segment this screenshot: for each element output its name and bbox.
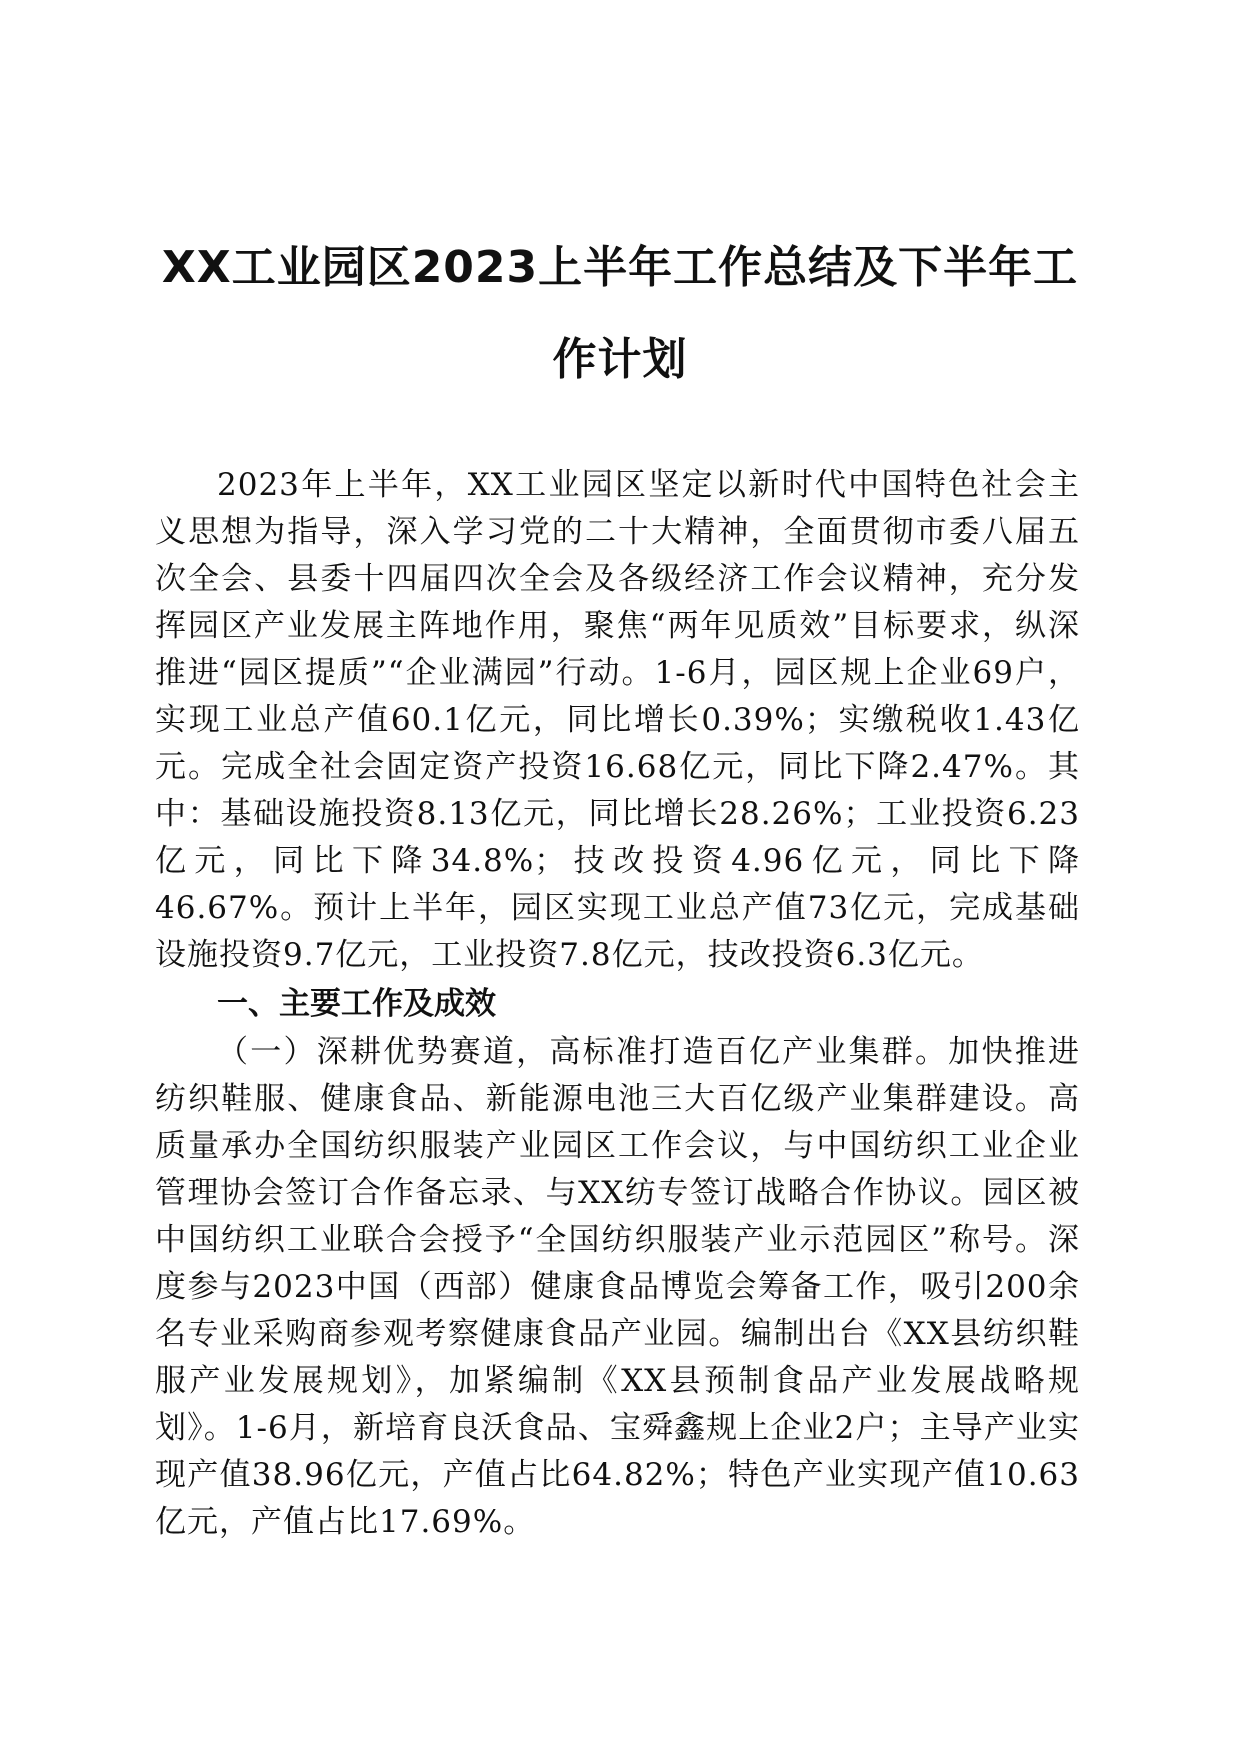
document-body <box>155 462 1080 1546</box>
document-title: XX工业园区2023上半年工作总结及下半年工作计划 <box>161 242 1079 385</box>
intro-paragraph: 2023年上半年，XX工业园区坚定以新时代中国特色社会主义思想为指导，深入学习党的二十大精神，全面贯彻市委八届五次全会、县委十四届四次全会及各级经济工作会议精神，充分发挥园区产业发展主阵地作用，聚焦“两年见质效”目标要求，纵深推进“园区提质”“企业满园”行动。1-6月，园区规上企业69户，实现工业总产值60.1亿元，同比增长0.39%；实缴税收1.43亿元。完成全社会固定资产投资16.68亿元，同比下降2.47%。其中：基础设施投资8.13亿元，同比增长28.26%；工业投资6.23亿元，同比下降34.8%；技改投资4.96亿元，同比下降46.67%。预计上半年，园区实现工业总产值73亿元，完成基础设施投资9.7亿元，工业投资7.8亿元，技改投资6.3亿元。 <box>155 467 1080 973</box>
section-heading-main-work: 一、主要工作及成效 <box>217 986 496 1022</box>
section-paragraph-industry-cluster: （一）深耕优势赛道，高标准打造百亿产业集群。加快推进纺织鞋服、健康食品、新能源电池三大百亿级产业集群建设。高质量承办全国纺织服装产业园区工作会议，与中国纺织工业企业管理协会签订合作备忘录、与XX纺专签订战略合作协议。园区被中国纺织工业联合会授予“全国纺织服装产业示范园区”称号。深度参与2023中国（西部）健康食品博览会筹备工作，吸引200余名专业采购商参观考察健康食品产业园。编制出台《XX县纺织鞋服产业发展规划》，加紧编制《XX县预制食品产业发展战略规划》。1-6月，新培育良沃食品、宝舜鑫规上企业2户；主导产业实现产值38.96亿元，产值占比64.82%；特色产业实现产值10.63亿元，产值占比17.69%。 <box>155 1034 1080 1540</box>
